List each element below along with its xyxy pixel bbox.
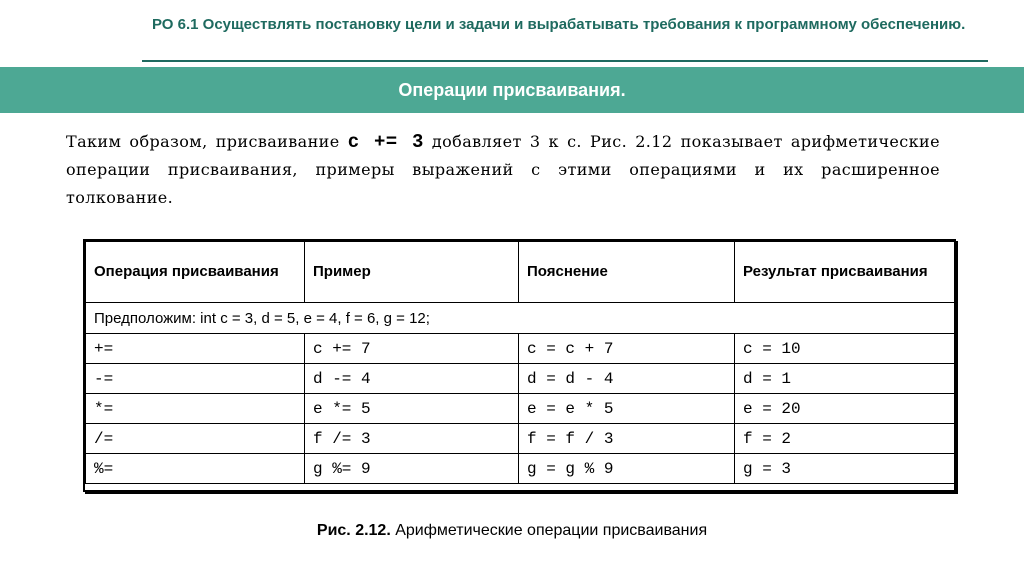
table-row (86, 454, 956, 484)
table-cell: c = 10 (735, 334, 956, 364)
table-cell: c += 7 (305, 334, 519, 364)
table-cell: d = 1 (735, 364, 956, 394)
paragraph-text-2: добавляет 3 к с. Рис. 2.12 показывает арифметические операции присваивания, примеры выражений с этими операциями и их расширенное толкование. (66, 132, 940, 207)
assumption-cell: Предположим: int c = 3, d = 5, e = 4, f = 6, g = 12; (86, 303, 956, 334)
table-row (86, 334, 956, 364)
table-row (86, 424, 956, 454)
table-header-row (86, 242, 956, 303)
table-cell: g = 3 (735, 454, 956, 484)
body-paragraph (66, 128, 940, 212)
header-divider (142, 60, 988, 62)
table-cell: f = 2 (735, 424, 956, 454)
table-cell: d = d - 4 (519, 364, 735, 394)
table-cell: f = f / 3 (519, 424, 735, 454)
assignment-table (85, 241, 956, 484)
caption-label: Рис. 2.12. (316, 522, 391, 539)
table-cell: f /= 3 (305, 424, 519, 454)
table-row (86, 394, 956, 424)
table-row (86, 364, 956, 394)
figure-caption (0, 522, 1024, 540)
table-cell: *= (86, 394, 305, 424)
table-assumption-row (86, 303, 956, 334)
col-header-result: Результат присваивания (735, 242, 956, 303)
table-cell: %= (86, 454, 305, 484)
table-cell: e = e * 5 (519, 394, 735, 424)
caption-text: Арифметические операции присваивания (390, 522, 708, 539)
table-cell: g = g % 9 (519, 454, 735, 484)
table-cell: += (86, 334, 305, 364)
table-cell: c = c + 7 (519, 334, 735, 364)
table-cell: d -= 4 (305, 364, 519, 394)
table-cell: -= (86, 364, 305, 394)
col-header-operation: Операция присваивания (86, 242, 305, 303)
table-cell: /= (86, 424, 305, 454)
header-title: РО 6.1 Осуществлять постановку цели и задачи и вырабатывать требования к программному обеспечению. (152, 16, 966, 33)
table-cell: e *= 5 (305, 394, 519, 424)
table-cell: g %= 9 (305, 454, 519, 484)
col-header-example: Пример (305, 242, 519, 303)
slide-title: Операции присваивания. (398, 80, 626, 100)
col-header-explanation: Пояснение (519, 242, 735, 303)
assignment-table-frame (83, 239, 956, 492)
paragraph-text-1: Таким образом, присваивание (66, 132, 348, 151)
table-cell: e = 20 (735, 394, 956, 424)
paragraph-code: c += 3 (347, 131, 424, 153)
